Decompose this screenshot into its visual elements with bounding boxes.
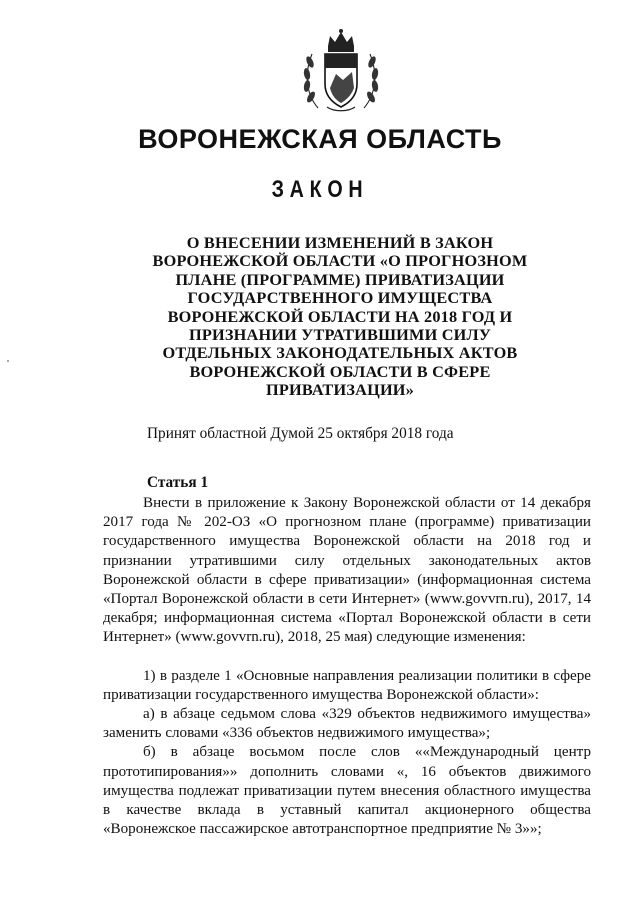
title-line: ВОРОНЕЖСКОЙ ОБЛАСТИ «О ПРОГНОЗНОМ	[152, 251, 528, 271]
article-paragraph: а) в абзаце седьмом слова «329 объектов недвижимого имущества» заменить словами «336 объектов недвижимого имущества»;	[103, 706, 591, 742]
title-line: ВОРОНЕЖСКОЙ ОБЛАСТИ В СФЕРЕ	[189, 361, 491, 381]
title-line: ПЛАНЕ (ПРОГРАММЕ) ПРИВАТИЗАЦИИ	[175, 269, 505, 289]
region-heading: ВОРОНЕЖСКАЯ ОБЛАСТЬ	[138, 124, 502, 154]
title-line: О ВНЕСЕНИИ ИЗМЕНЕНИЙ В ЗАКОН	[186, 233, 494, 252]
title-line: ПРИВАТИЗАЦИИ»	[265, 380, 415, 400]
article-body	[103, 494, 591, 839]
scan-speck	[7, 360, 9, 362]
article-paragraph: б) в абзаце восьмом после слов ««Международный центр прототипирования»» дополнить словами «, 16 объектов движимого имущества подлежат приватизации путем внесения областного имущества в качестве вклада в уставный капитал акционерного общества «Воронежское пассажирское автотранспортное предприятие № 3»»;	[103, 744, 591, 838]
article-heading: Статья 1	[147, 474, 209, 491]
document-type-heading: ЗАКОН	[271, 176, 369, 203]
title-line: ВОРОНЕЖСКОЙ ОБЛАСТИ НА 2018 ГОД И	[167, 306, 513, 326]
article-paragraph: 1) в разделе 1 «Основные направления реализации политики в сфере приватизации государственного имущества Воронежской области»:	[103, 667, 591, 703]
article-paragraph: Внести в приложение к Закону Воронежской области от 14 декабря 2017 года № 202-ОЗ «О прогнозном плане (программе) приватизации государственного имущества Воронежской области на 2018 год и признании утратившими силу отдельных законодательных актов Воронежской области в сфере приватизации» (информационная система «Портал Воронежской области в сети Интернет» (www.govvrn.ru), 2017, 14 декабря; информационная система «Портал Воронежской области в сети Интернет» (www.govvrn.ru), 2018, 25 мая) следующие изменения:	[103, 495, 591, 646]
coat-of-arms-emblem	[296, 28, 386, 116]
title-line: ОТДЕЛЬНЫХ ЗАКОНОДАТЕЛЬНЫХ АКТОВ	[162, 343, 518, 363]
title-line: ПРИЗНАНИИ УТРАТИВШИМИ СИЛУ	[188, 325, 492, 345]
law-title	[150, 234, 530, 400]
title-line: ГОСУДАРСТВЕННОГО ИМУЩЕСТВА	[187, 288, 493, 308]
adoption-date: Принят областной Думой 25 октября 2018 года	[147, 425, 454, 442]
